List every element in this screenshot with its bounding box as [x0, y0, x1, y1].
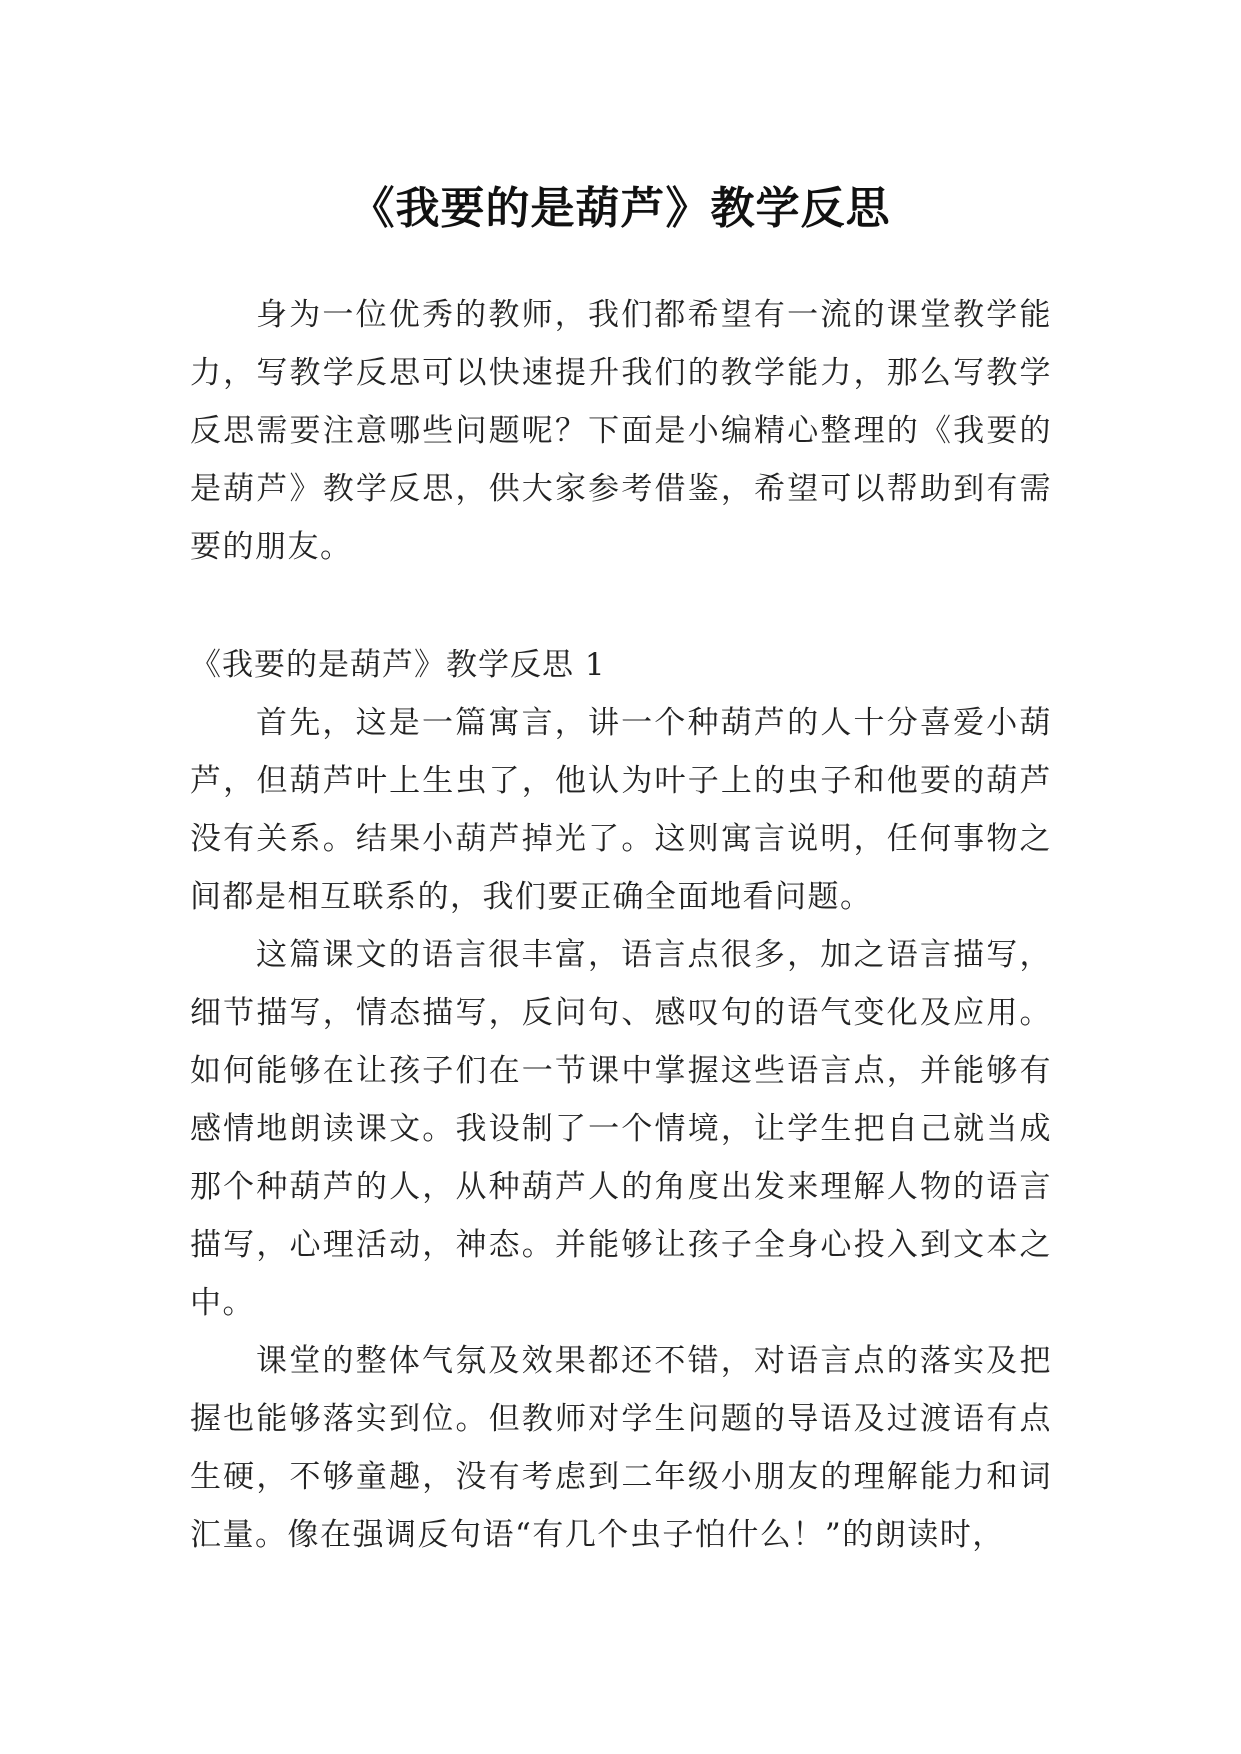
section-heading: 《我要的是葫芦》教学反思 1	[190, 647, 606, 683]
body-paragraph-3: 课堂的整体气氛及效果都还不错，对语言点的落实及把握也能够落实到位。但教师对学生问题的导语及过渡语有点生硬，不够童趣，没有考虑到二年级小朋友的理解能力和词汇量。像在强调反句语“有几个虫子怕什么！”的朗读时，	[190, 1343, 1052, 1553]
intro-paragraph: 身为一位优秀的教师，我们都希望有一流的课堂教学能力，写教学反思可以快速提升我们的教学能力，那么写教学反思需要注意哪些问题呢？下面是小编精心整理的《我要的是葫芦》教学反思，供大家参考借鉴，希望可以帮助到有需要的朋友。	[190, 297, 1052, 565]
document-title: 《我要的是葫芦》教学反思	[350, 183, 891, 235]
body-paragraph-1: 首先，这是一篇寓言，讲一个种葫芦的人十分喜爱小葫芦，但葫芦叶上生虫了，他认为叶子上的虫子和他要的葫芦没有关系。结果小葫芦掉光了。这则寓言说明，任何事物之间都是相互联系的，我们要正确全面地看问题。	[190, 705, 1052, 915]
body-paragraph-2: 这篇课文的语言很丰富，语言点很多，加之语言描写，细节描写，情态描写，反问句、感叹句的语气变化及应用。如何能够在让孩子们在一节课中掌握这些语言点，并能够有感情地朗读课文。我设制了一个情境，让学生把自己就当成那个种葫芦的人，从种葫芦人的角度出发来理解人物的语言描写，心理活动，神态。并能够让孩子全身心投入到文本之中。	[190, 937, 1052, 1321]
document-body	[190, 286, 1052, 1564]
